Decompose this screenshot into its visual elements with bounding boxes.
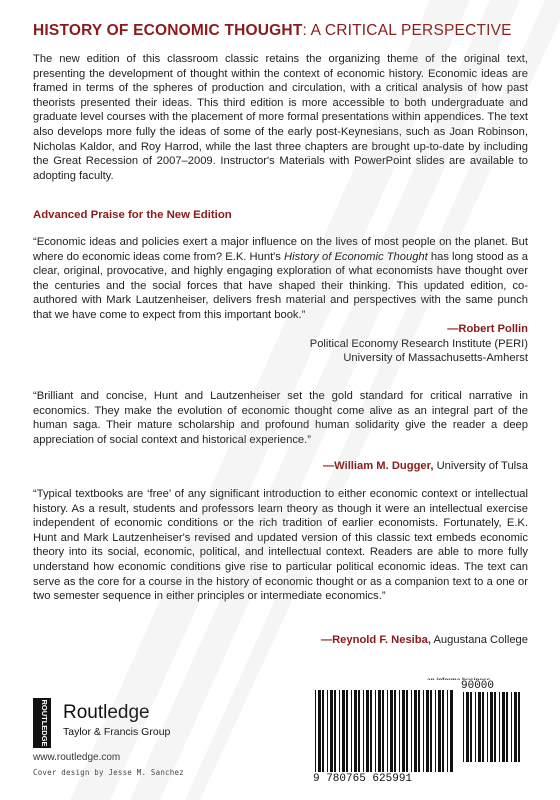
quote-affiliation: Political Economy Research Institute (PERI) — [309, 337, 528, 350]
quote-affiliation: Augustana College — [430, 634, 528, 646]
quote-author: —William M. Dugger, — [322, 460, 434, 472]
publisher-logo — [33, 698, 203, 748]
quote-author: —Reynold F. Nesiba, — [320, 634, 431, 646]
praise-quote-pollin — [33, 235, 528, 323]
quote-author: —Robert Pollin — [447, 323, 528, 335]
quote-book-title: History of Economic Thought — [284, 250, 428, 263]
publisher-group: Taylor & Francis Group — [63, 726, 171, 738]
praise-quote-dugger: “Brilliant and concise, Hunt and Lautzenheiser set the gold standard for critical narrative in economics. They make the evolution of economic thought come alive as an integral part of the human saga. Their mature scholarship and profound human solidarity give the reader a deep appreciation of social context and historical experience.” — [33, 390, 528, 446]
quote-affiliation: University of Massachusetts-Amherst — [343, 352, 528, 365]
routledge-mark-icon — [33, 698, 51, 748]
quote-text: has long stood as a clear, original, provocative, and highly engaging exploration of what economists have thought over the centuries and the social forces that have shaped their thinking. This updated edition, co-authored with Mark Lautzenheiser, delivers fresh material and perspectives with the same punch that we have come to expect from this important book.” — [33, 250, 528, 321]
book-title-main: HISTORY OF ECONOMIC THOUGHT — [33, 22, 303, 39]
quote-affiliation: University of Tulsa — [433, 460, 528, 472]
addon-barcode-icon — [461, 692, 525, 762]
isbn-barcode — [313, 680, 539, 790]
price-addon-number: 90000 — [461, 680, 495, 692]
praise-heading: Advanced Praise for the New Edition — [33, 209, 232, 221]
quote-attribution-pollin — [310, 322, 528, 366]
praise-quote-nesiba: “Typical textbooks are ‘free’ of any significant introduction to either economic context or intellectual history. As a result, students and professors learn theory as though it were an intellectual exercise independent of economic conditions or the rich tradition of earlier economists. Fortunately, E.K. Hunt and Mark Lautzenheiser's revised and updated version of this classic text embeds economic theory into its social, economic, political, and intellectual context. Readers are able to more fully understand how economic conditions give rise to particular political economic ideas. The text can serve as the core for a course in the history of economic thought or as a companion text to a one or two semester sequence in either principles or intermediate economics.” — [33, 488, 528, 603]
cover-design-credit: Cover design by Jesse M. Sanchez — [33, 768, 184, 777]
quote-text: “Economic ideas and policies exert a major influence on the lives of most people on the planet. But where do economic ideas come from? E.K. Hunt's — [33, 236, 528, 263]
quote-attribution-dugger — [323, 459, 528, 474]
book-title — [33, 22, 533, 40]
quote-attribution-nesiba — [321, 633, 528, 648]
logo-mark-text: ROUTLEDGE — [40, 699, 49, 747]
book-title-subtitle: : A CRITICAL PERSPECTIVE — [302, 22, 512, 39]
book-description: The new edition of this classroom classic retains the organizing theme of the original text, presenting the development of thought within the context of economic history. Economic ideas are framed in terms of the spheres of production and circulation, with a critical analysis of how past theorists presented their ideas. This third edition is more accessible to both undergraduate and graduate level courses with the placement of more formal presentations within appendices. The text also develops more fully the ideas of some of the early post-Keynesians, such as Joan Robinson, Nicholas Kaldor, and Roy Harrod, while the last three chapters are brought up-to-date by including the Great Recession of 2007–2009. Instructor's Materials with PowerPoint slides are available to adopting faculty. — [33, 53, 528, 182]
barcode-icon — [313, 690, 453, 772]
publisher-name: Routledge — [63, 702, 150, 723]
isbn-number: 9 780765 625991 — [313, 773, 413, 785]
publisher-website: www.routledge.com — [33, 752, 121, 763]
